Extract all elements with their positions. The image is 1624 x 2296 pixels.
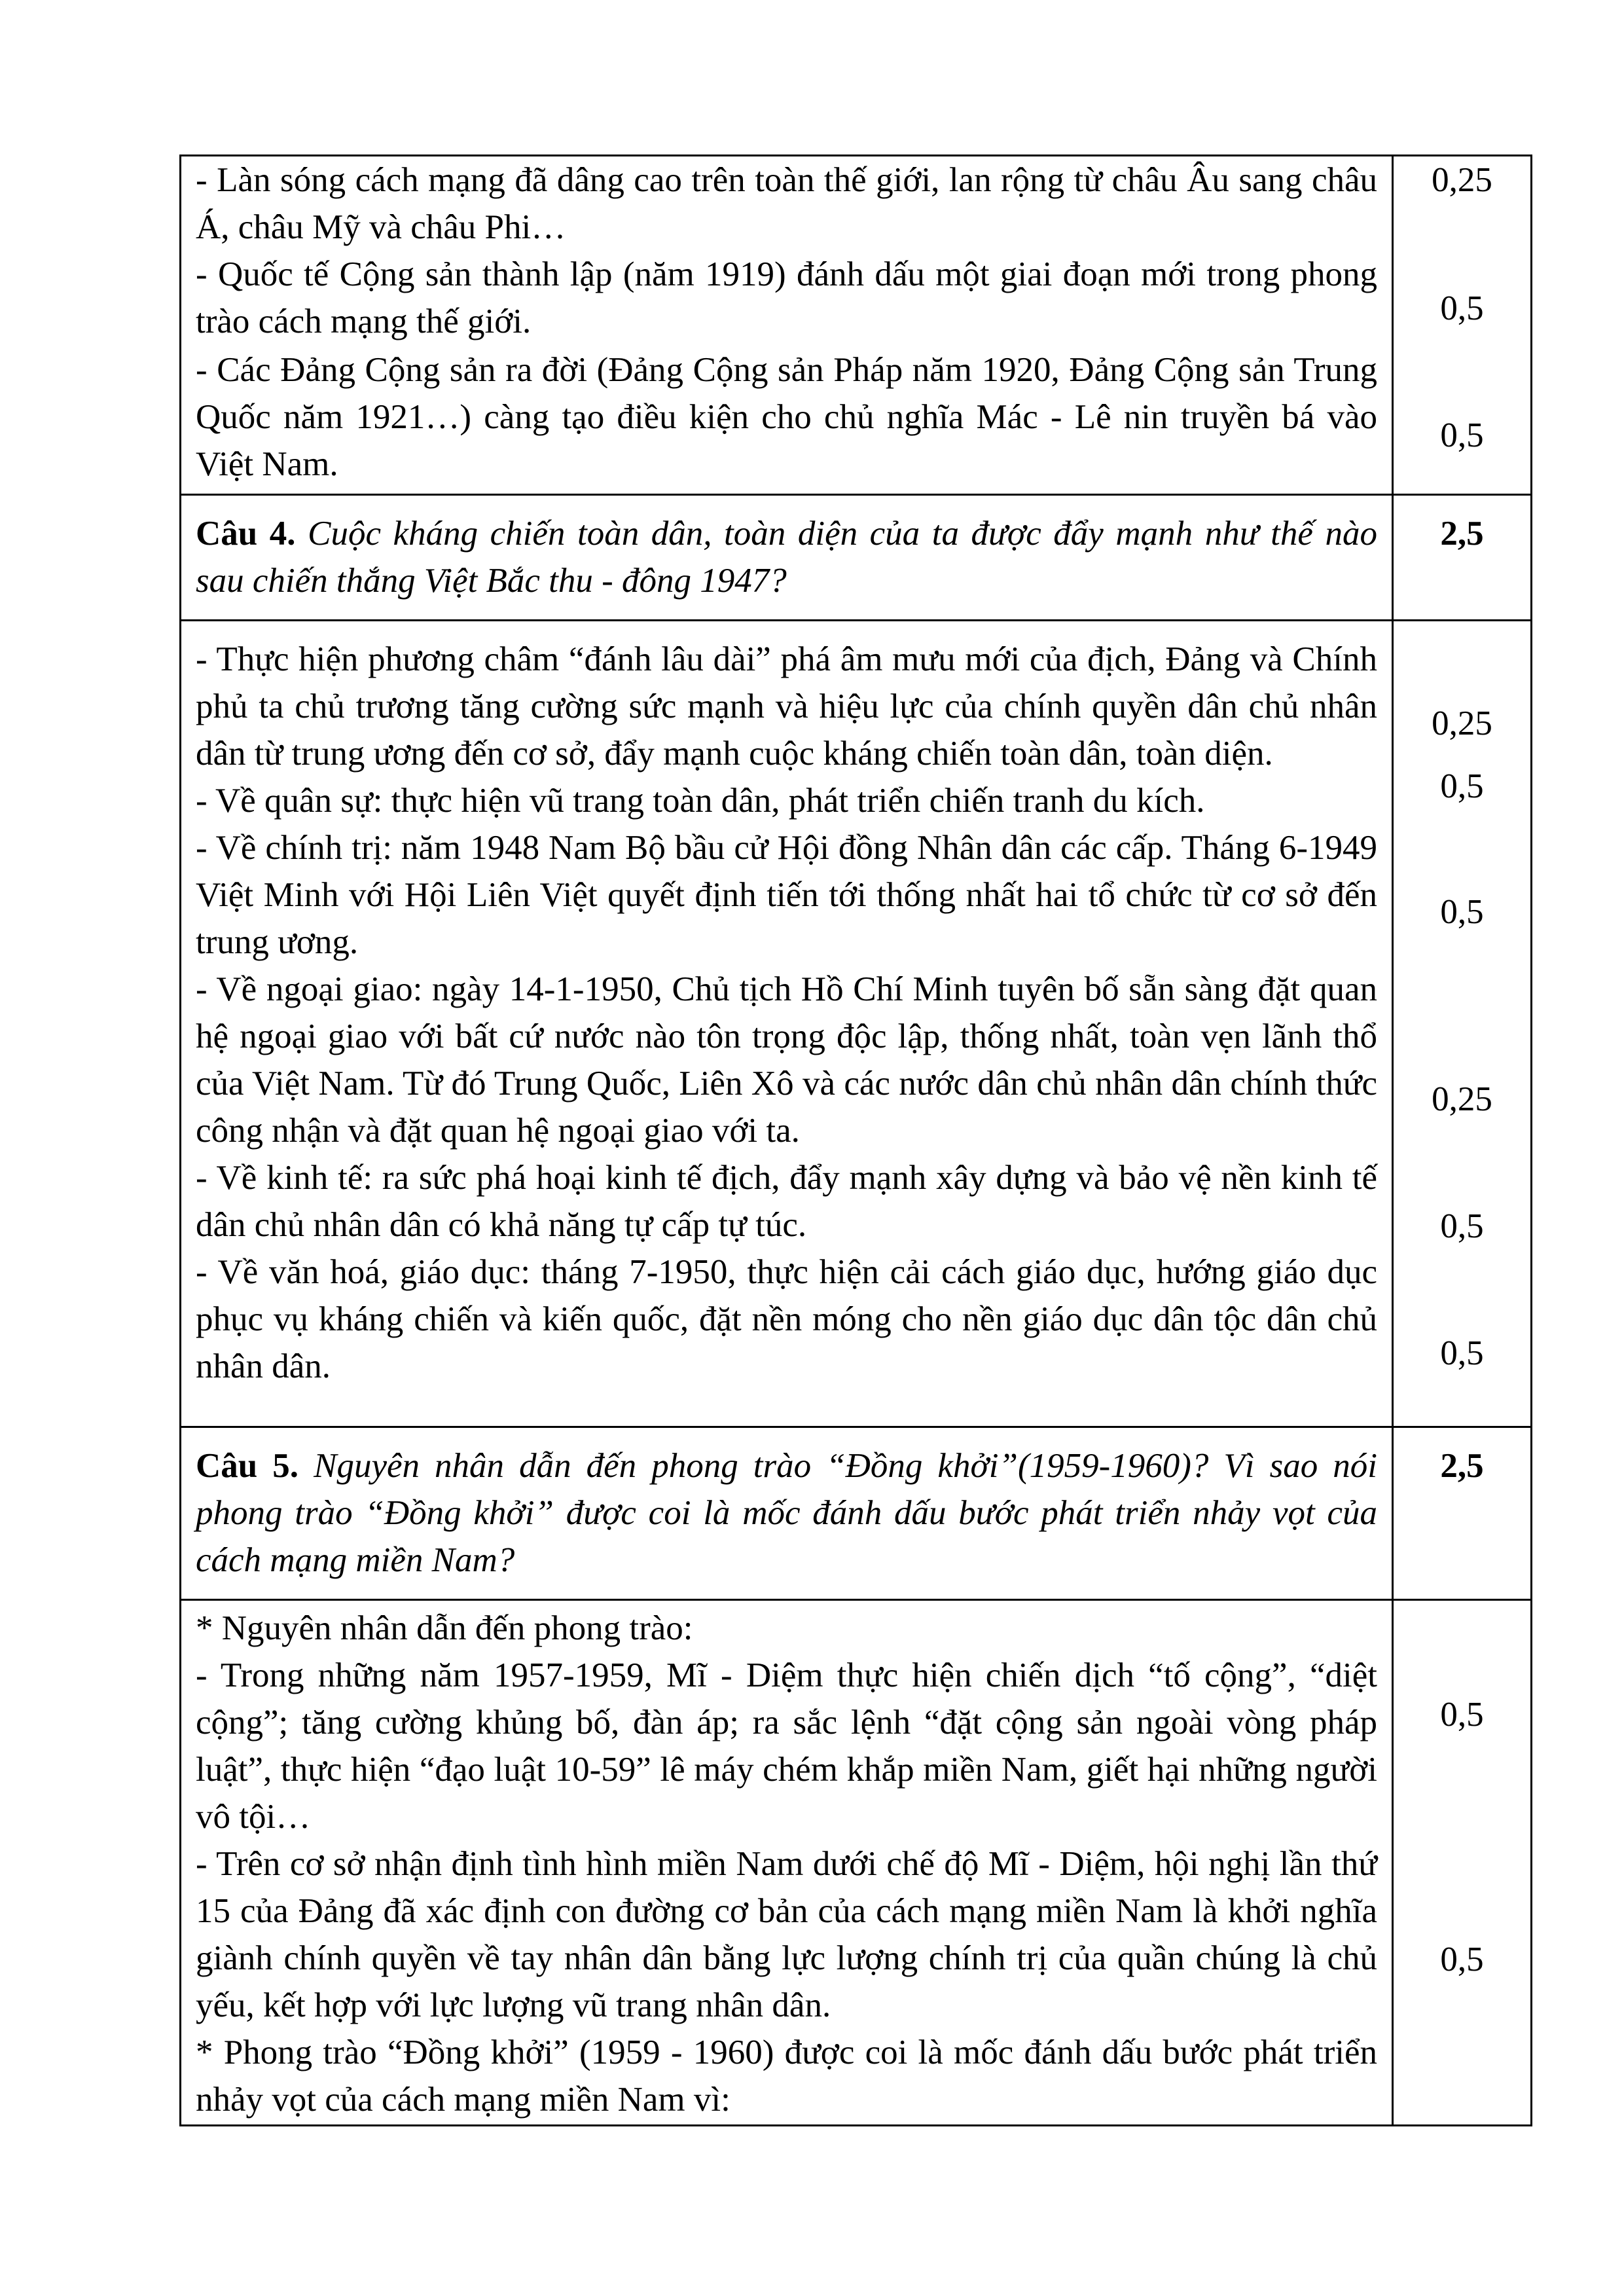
question-content [181, 1427, 1393, 1600]
answer-row [181, 621, 1532, 1427]
answer-item: - Về chính trị: năm 1948 Nam Bộ bầu cử Hội đồng Nhân dân các cấp. Tháng 6-1949 Việt Minh với Hội Liên Việt quyết định tiến tới thống nhất hai tổ chức từ cơ sở đến trung ương. [196, 829, 1377, 961]
answer-item: - Làn sóng cách mạng đã dâng cao trên toàn thế giới, lan rộng từ châu Âu sang châu Á, châu Mỹ và châu Phi… [196, 161, 1377, 246]
answer-item: * Nguyên nhân dẫn đến phong trào: [196, 1609, 693, 1647]
answer-item: - Trên cơ sở nhận định tình hình miền Nam dưới chế độ Mĩ - Diệm, hội nghị lần thứ 15 của Đảng đã xác định con đường cơ bản của cách mạng miền Nam là khởi nghĩa giành chính quyền về tay nhân dân bằng lực lượng chính trị của quần chúng là chủ yếu, kết hợp với lực lượng vũ trang nhân dân. [196, 1845, 1377, 2024]
answer-item: - Thực hiện phương châm “đánh lâu dài” phá âm mưu mới của địch, Đảng và Chính phủ ta chủ trương tăng cường sức mạnh và hiệu lực của chính quyền dân chủ nhân dân từ trung ương đến cơ sở, đẩy mạnh cuộc kháng chiến toàn dân, toàn diện. [196, 640, 1377, 773]
question-row [181, 495, 1532, 621]
answer-key-table [179, 155, 1532, 2126]
score-value: 0,5 [1440, 289, 1484, 327]
score-value: 0,25 [1432, 161, 1492, 199]
answer-content [181, 621, 1393, 1427]
score-cell [1393, 156, 1532, 495]
answer-content [181, 1600, 1393, 2126]
score-value: 0,5 [1440, 416, 1484, 454]
answer-item: - Quốc tế Cộng sản thành lập (năm 1919) đánh dấu một giai đoạn mới trong phong trào cách mạng thế giới. [196, 255, 1377, 340]
score-value: 0,5 [1440, 893, 1484, 931]
question-text: Cuộc kháng chiến toàn dân, toàn diện của ta được đẩy mạnh như thế nào sau chiến thắng Việt Bắc thu - đông 1947? [196, 515, 1377, 600]
question-score: 2,5 [1393, 495, 1532, 621]
question-row [181, 1427, 1532, 1600]
question-content [181, 495, 1393, 621]
question-label: Câu 4. [196, 515, 296, 553]
answer-item: - Về văn hoá, giáo dục: tháng 7-1950, thực hiện cải cách giáo dục, hướng giáo dục phục vụ kháng chiến và kiến quốc, đặt nền móng cho nền giáo dục dân tộc dân chủ nhân dân. [196, 1253, 1377, 1385]
question-score: 2,5 [1393, 1427, 1532, 1600]
score-cell [1393, 621, 1532, 1427]
answer-content [181, 156, 1393, 495]
score-value: 0,5 [1440, 1207, 1484, 1245]
score-cell [1393, 1600, 1532, 2126]
score-value: 0,25 [1432, 1080, 1492, 1118]
question-text: Nguyên nhân dẫn đến phong trào “Đồng khởi”(1959-1960)? Vì sao nói phong trào “Đồng khởi” được coi là mốc đánh dấu bước phát triển nhảy vọt của cách mạng miền Nam? [196, 1447, 1377, 1579]
answer-item: - Về kinh tế: ra sức phá hoại kinh tế địch, đẩy mạnh xây dựng và bảo vệ nền kinh tế dân chủ nhân dân có khả năng tự cấp tự túc. [196, 1159, 1377, 1244]
answer-item: * Phong trào “Đồng khởi” (1959 - 1960) được coi là mốc đánh dấu bước phát triển nhảy vọt của cách mạng miền Nam vì: [196, 2033, 1377, 2119]
question-label: Câu 5. [196, 1447, 299, 1485]
score-value: 0,5 [1440, 767, 1484, 805]
score-value: 0,5 [1440, 1334, 1484, 1372]
score-value: 0,5 [1440, 1941, 1484, 1978]
answer-item: - Về quân sự: thực hiện vũ trang toàn dân, phát triển chiến tranh du kích. [196, 782, 1205, 820]
score-value: 0,25 [1432, 704, 1492, 742]
answer-row [181, 156, 1532, 495]
score-value: 0,5 [1440, 1696, 1484, 1734]
answer-item: - Các Đảng Cộng sản ra đời (Đảng Cộng sản Pháp năm 1920, Đảng Cộng sản Trung Quốc năm 1921…) càng tạo điều kiện cho chủ nghĩa Mác - Lê nin truyền bá vào Việt Nam. [196, 351, 1377, 483]
answer-item: - Trong những năm 1957-1959, Mĩ - Diệm thực hiện chiến dịch “tố cộng”, “diệt cộng”; tăng cường khủng bố, đàn áp; ra sắc lệnh “đặt cộng sản ngoài vòng pháp luật”, thực hiện “đạo luật 10-59” lê máy chém khắp miền Nam, giết hại những người vô tội… [196, 1656, 1377, 1836]
answer-item: - Về ngoại giao: ngày 14-1-1950, Chủ tịch Hồ Chí Minh tuyên bố sẵn sàng đặt quan hệ ngoại giao với bất cứ nước nào tôn trọng độc lập, thống nhất, toàn vẹn lãnh thổ của Việt Nam. Từ đó Trung Quốc, Liên Xô và các nước dân chủ nhân dân chính thức công nhận và đặt quan hệ ngoại giao với ta. [196, 970, 1377, 1150]
answer-row [181, 1600, 1532, 2126]
